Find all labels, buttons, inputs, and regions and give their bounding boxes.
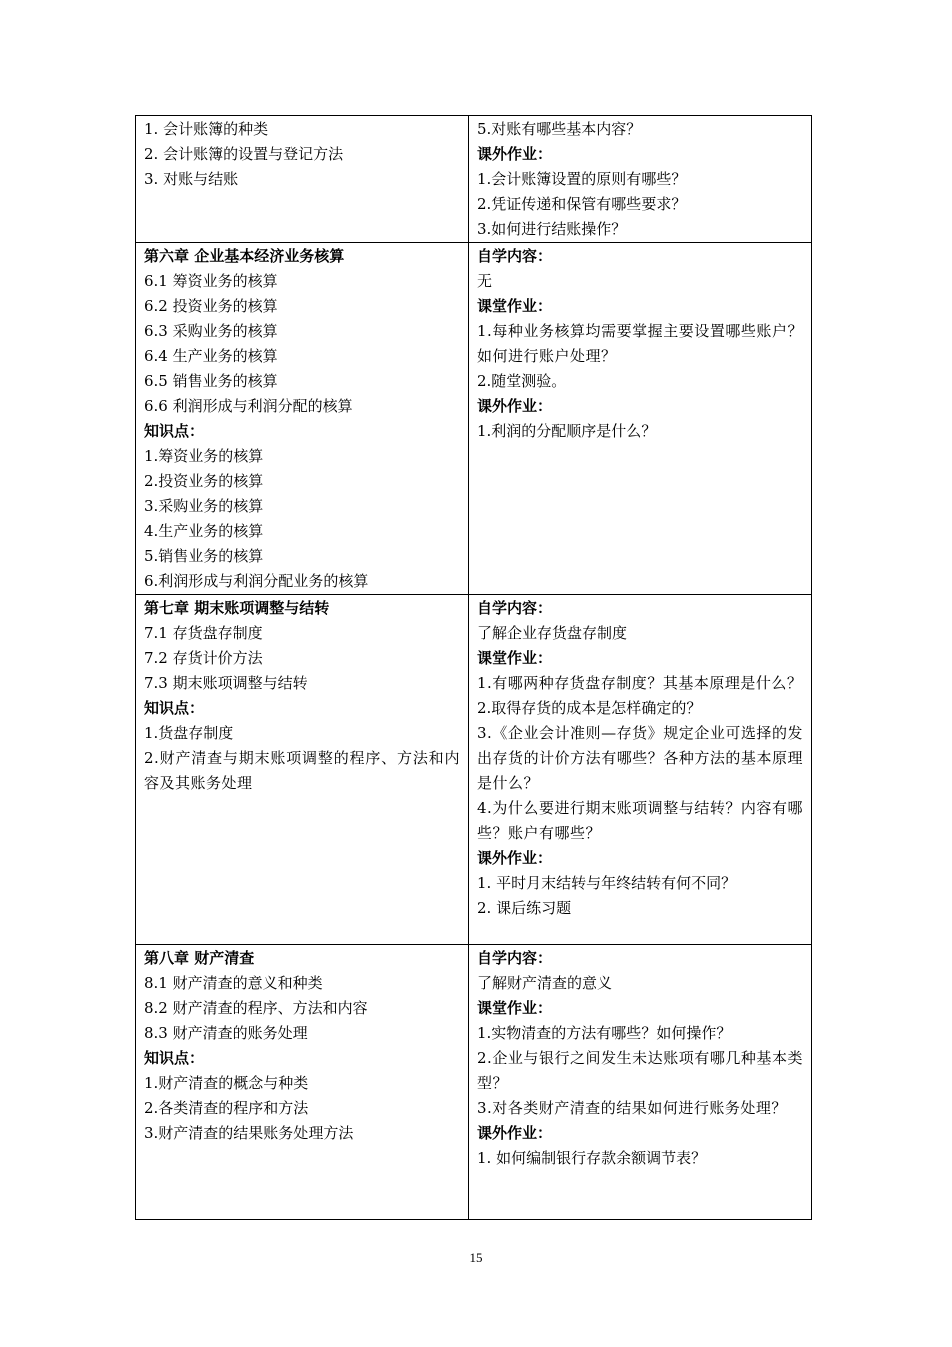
list-item: 1.会计账簿设置的原则有哪些？ (477, 170, 687, 188)
chapter-cell (136, 945, 469, 1220)
list-item: 1.货盘存制度 (144, 724, 234, 742)
chapter-cell (136, 116, 469, 243)
list-item: 6.3 采购业务的核算 (144, 322, 278, 340)
page-number: 15 (469, 1250, 483, 1265)
list-item: 2.企业与银行之间发生未达账项有哪几种基本类型？ (477, 1049, 803, 1092)
list-item: 无 (477, 272, 493, 290)
table-row (136, 595, 812, 945)
list-item: 了解财产清查的意义 (477, 974, 613, 992)
section-heading: 知识点： (144, 422, 205, 440)
list-item: 6.5 销售业务的核算 (144, 372, 278, 390)
list-item: 3.采购业务的核算 (144, 497, 264, 515)
section-heading: 课外作业： (477, 145, 553, 163)
list-item: 7.1 存货盘存制度 (144, 624, 263, 642)
list-item: 3.《企业会计准则—存货》规定企业可选择的发出存货的计价方法有哪些？各种方法的基本原理是什么？ (477, 724, 803, 792)
assignment-cell (469, 595, 812, 945)
list-item: 3.如何进行结账操作？ (477, 220, 627, 238)
section-heading: 知识点： (144, 1049, 205, 1067)
list-item: 1.财产清查的概念与种类 (144, 1074, 309, 1092)
list-item: 2.各类清查的程序和方法 (144, 1099, 309, 1117)
syllabus-table (135, 115, 812, 1220)
list-item: 1.筹资业务的核算 (144, 447, 264, 465)
syllabus-table-body (136, 116, 812, 1220)
section-heading: 课外作业： (477, 849, 553, 867)
list-item: 6.4 生产业务的核算 (144, 347, 278, 365)
list-item: 4.生产业务的核算 (144, 522, 264, 540)
list-item: 2.财产清查与期末账项调整的程序、方法和内容及其账务处理 (144, 749, 460, 792)
section-heading: 第八章 财产清查 (144, 949, 255, 967)
list-item: 2.凭证传递和保管有哪些要求？ (477, 195, 687, 213)
section-heading: 自学内容： (477, 599, 553, 617)
list-item: 2. 会计账簿的设置与登记方法 (144, 145, 344, 163)
table-row (136, 945, 812, 1220)
list-item: 3. 对账与结账 (144, 170, 239, 188)
section-heading: 课堂作业： (477, 297, 553, 315)
list-item: 6.2 投资业务的核算 (144, 297, 278, 315)
list-item: 6.1 筹资业务的核算 (144, 272, 278, 290)
list-item: 3.财产清查的结果账务处理方法 (144, 1124, 354, 1142)
list-item: 2.取得存货的成本是怎样确定的？ (477, 699, 702, 717)
list-item: 5.对账有哪些基本内容？ (477, 120, 642, 138)
list-item: 1.有哪两种存货盘存制度？其基本原理是什么？ (477, 674, 803, 692)
list-item: 7.3 期末账项调整与结转 (144, 674, 308, 692)
list-item: 6.6 利润形成与利润分配的核算 (144, 397, 353, 415)
list-item: 1. 会计账簿的种类 (144, 120, 269, 138)
section-heading: 课堂作业： (477, 999, 553, 1017)
section-heading: 第六章 企业基本经济业务核算 (144, 247, 345, 265)
section-heading: 课外作业： (477, 1124, 553, 1142)
list-item: 8.3 财产清查的账务处理 (144, 1024, 308, 1042)
section-heading: 课堂作业： (477, 649, 553, 667)
section-heading: 第七章 期末账项调整与结转 (144, 599, 330, 617)
table-row (136, 116, 812, 243)
list-item: 2.投资业务的核算 (144, 472, 264, 490)
list-item: 5.销售业务的核算 (144, 547, 264, 565)
table-row (136, 243, 812, 595)
list-item: 1.每种业务核算均需要掌握主要设置哪些账户？如何进行账户处理？ (477, 322, 803, 365)
list-item: 了解企业存货盘存制度 (477, 624, 628, 642)
list-item: 6.利润形成与利润分配业务的核算 (144, 572, 369, 590)
list-item: 3.对各类财产清查的结果如何进行账务处理？ (477, 1099, 787, 1117)
assignment-cell (469, 243, 812, 595)
list-item: 2.随堂测验。 (477, 372, 567, 390)
section-heading: 自学内容： (477, 247, 553, 265)
section-heading: 课外作业： (477, 397, 553, 415)
list-item: 1. 平时月末结转与年终结转有何不同？ (477, 874, 737, 892)
section-heading: 自学内容： (477, 949, 553, 967)
list-item: 7.2 存货计价方法 (144, 649, 263, 667)
list-item: 1. 如何编制银行存款余额调节表？ (477, 1149, 707, 1167)
list-item: 1.实物清查的方法有哪些？如何操作？ (477, 1024, 732, 1042)
list-item: 2. 课后练习题 (477, 899, 572, 917)
section-heading: 知识点： (144, 699, 205, 717)
assignment-cell (469, 116, 812, 243)
list-item: 8.2 财产清查的程序、方法和内容 (144, 999, 368, 1017)
assignment-cell (469, 945, 812, 1220)
list-item: 8.1 财产清查的意义和种类 (144, 974, 323, 992)
chapter-cell (136, 243, 469, 595)
chapter-cell (136, 595, 469, 945)
list-item: 4.为什么要进行期末账项调整与结转？内容有哪些？账户有哪些？ (477, 799, 803, 842)
list-item: 1.利润的分配顺序是什么？ (477, 422, 657, 440)
